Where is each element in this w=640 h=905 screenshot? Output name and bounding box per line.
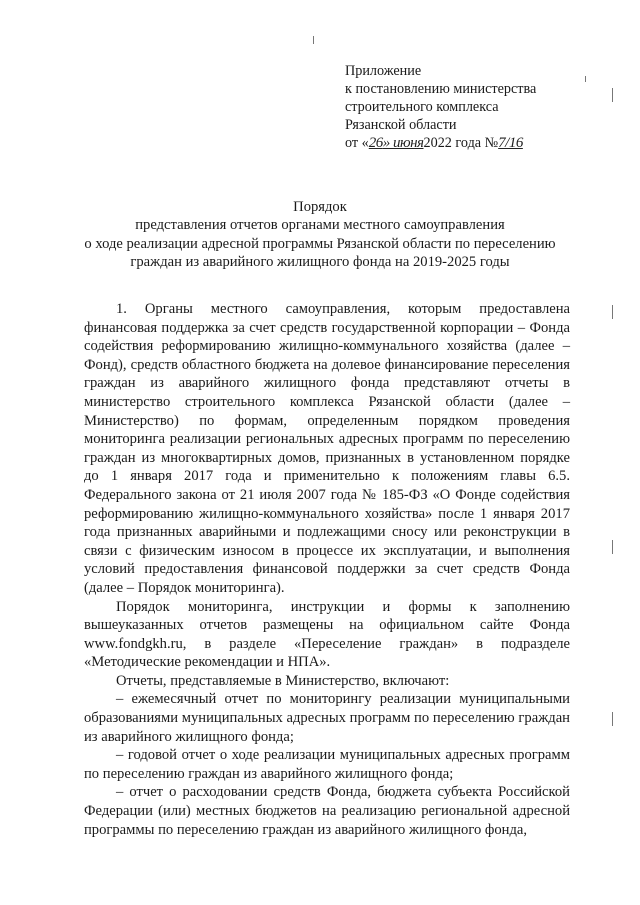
title-line-3: граждан из аварийного жилищного фонда на 2019-2025 годы [130, 253, 510, 270]
date-prefix: от « [345, 135, 369, 151]
title-line-2: о ходе реализации адресной программы Рязанской области по переселению [84, 235, 556, 252]
appendix-header [345, 62, 615, 152]
list-item-2: – годовой отчет о ходе реализации муниципальных адресных программ по переселению граждан из аварийного жилищного фонда; [84, 747, 570, 782]
scan-mark [585, 76, 586, 82]
paragraph-1: 1. Органы местного самоуправления, которым предоставлена финансовая поддержка за счет средств государственной корпорации – Фонда содействия реформированию жилищно-коммунального хозяйства (далее – Фонд), средств областного бюджета на долевое финансирование переселения граждан из аварийного жилищного фонда представляют отчеты в министерство строительного комплекса Рязанской области (далее – Министерство) по формам, определенным порядком проведения мониторинга реализации региональных адресных программ по переселению граждан из многоквартирных домов, признанных в установленном порядке до 1 января 2017 года и применительно к положениям главы 6.5. Федерального закона от 21 июля 2007 года № 185-ФЗ «О Фонде содействия реформированию жилищно-коммунального хозяйства» после 1 января 2017 года признанных аварийными и подлежащими сносу или реконструкции в связи с физическим износом в процессе их эксплуатации, и выполнения условий предоставления финансовой поддержки за счет средств Фонда (далее – Порядок мониторинга). [84, 301, 570, 596]
scan-mark [612, 540, 613, 554]
date-year: 2022 года № [423, 135, 499, 151]
scan-mark [612, 88, 613, 102]
date-month: » июня [382, 135, 424, 151]
title-heading: Порядок [293, 199, 347, 215]
header-line-3: строительного комплекса [345, 99, 499, 115]
header-line-1: Приложение [345, 63, 422, 79]
header-date-line [345, 134, 615, 152]
scan-mark [612, 712, 613, 726]
list-item-3: – отчет о расходовании средств Фонда, бюджета субъекта Российской Федерации (или) местных бюджетов на реализацию региональной адресной программы по переселению граждан из аварийного жилищного фонда, [84, 784, 570, 838]
document-body [84, 300, 570, 839]
header-line-4: Рязанской области [345, 117, 457, 133]
paragraph-2: Порядок мониторинга, инструкции и формы к заполнению вышеуказанных отчетов размещены на официальном сайте Фонда www.fondgkh.ru, в разделе «Переселение граждан» в подразделе «Методические рекомендации и НПА». [84, 598, 570, 671]
date-day: 26 [368, 135, 383, 151]
header-line-2: к постановлению министерства [345, 81, 537, 97]
title-line-1: представления отчетов органами местного самоуправления [135, 217, 505, 234]
list-item-1: – ежемесячный отчет по мониторингу реализации муниципальными образованиями муниципальных адресных программ по переселению граждан из аварийного жилищного фонда; [84, 691, 570, 745]
scan-mark [612, 305, 613, 319]
date-number: 7/16 [498, 135, 523, 151]
scan-mark [313, 36, 314, 44]
paragraph-3: Отчеты, представляемые в Министерство, включают: [116, 672, 450, 689]
document-title [40, 198, 600, 271]
